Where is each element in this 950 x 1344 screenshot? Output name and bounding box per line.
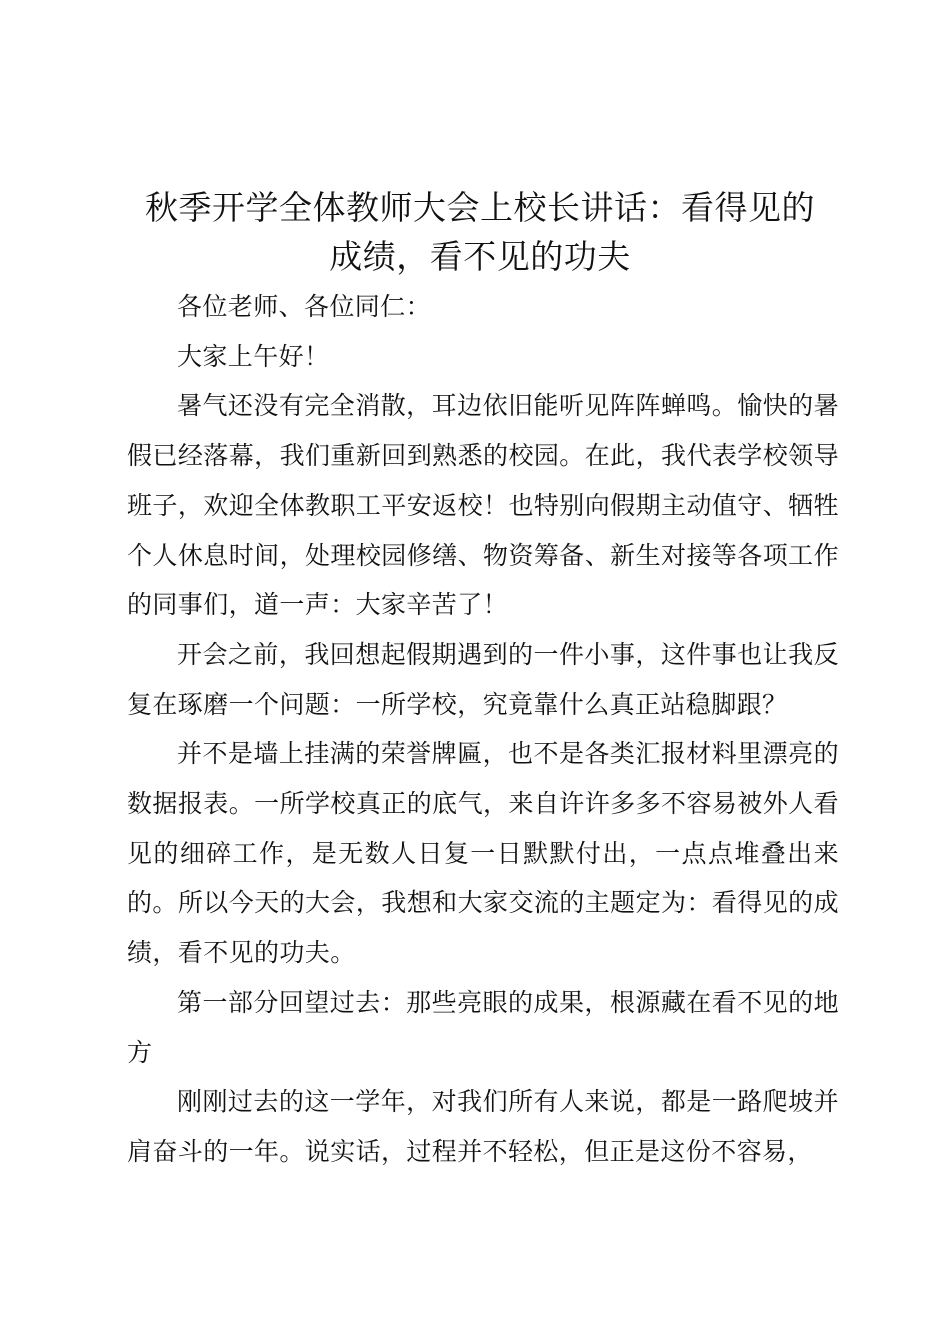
document-body	[127, 282, 839, 1177]
title-line-1: 秋季开学全体教师大会上校长讲话：看得见的	[145, 188, 815, 227]
section-heading: 第一部分回望过去：那些亮眼的成果，根源藏在看不见的地方	[127, 987, 839, 1067]
salutation: 各位老师、各位同仁：	[177, 292, 432, 321]
body-paragraph: 并不是墙上挂满的荣誉牌匾，也不是各类汇报材料里漂亮的数据报表。一所学校真正的底气，来自许许多多不容易被外人看见的细碎工作，是无数人日复一日默默付出，一点点堆叠出来的。所以今天的大会，我想和大家交流的主题定为：看得见的成绩，看不见的功夫。	[127, 739, 839, 968]
greeting: 大家上午好！	[177, 341, 330, 371]
body-paragraph: 暑气还没有完全消散，耳边依旧能听见阵阵蝉鸣。愉快的暑假已经落幕，我们重新回到熟悉的校园。在此，我代表学校领导班子，欢迎全体教职工平安返校！也特别向假期主动值守、牺牲个人休息时间，处理校园修缮、物资筹备、新生对接等各项工作的同事们，道一声：大家辛苦了！	[127, 391, 839, 620]
document-title	[100, 183, 860, 281]
title-line-2: 成绩，看不见的功夫	[329, 237, 631, 276]
body-paragraph: 刚刚过去的这一学年，对我们所有人来说，都是一路爬坡并肩奋斗的一年。说实话，过程并不轻松，但正是这份不容易，	[127, 1087, 839, 1166]
body-paragraph: 开会之前，我回想起假期遇到的一件小事，这件事也让我反复在琢磨一个问题：一所学校，究竟靠什么真正站稳脚跟？	[127, 639, 839, 719]
